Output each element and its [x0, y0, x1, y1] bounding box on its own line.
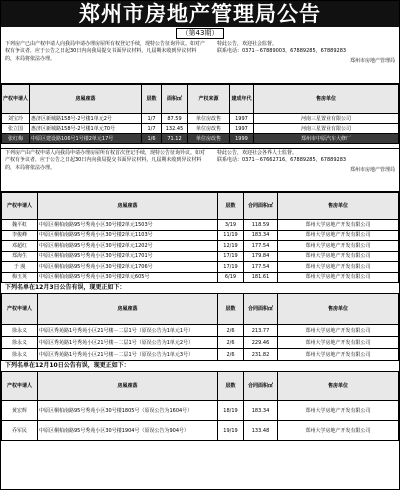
cell-source: 单位房改售 — [188, 124, 230, 134]
table-row — [2, 349, 399, 361]
header-location: 房屋座落 — [38, 294, 218, 325]
cell-seller: 郑州大学房地产开发有限公司 — [278, 325, 399, 337]
cell-floors: 1/6 — [142, 134, 162, 144]
correction-heading-1: 下列名单在12月3日公告有误，现更正如下： — [5, 284, 126, 291]
cell-area: 213.77 — [244, 325, 278, 337]
cell-applicant: 于 漫 — [2, 262, 38, 273]
issue-number — [1, 27, 399, 40]
cell-location: 中原区秀苑路1号秀苑小区21号楼－二层1号（原误公告为1单元3号） — [38, 349, 218, 361]
header-floors: 层数 — [218, 372, 244, 401]
cell-seller: 郑州大学房地产开发有限公司 — [278, 220, 399, 231]
header-source: 产权来源 — [188, 85, 230, 114]
table-row — [2, 401, 399, 421]
cell-location: 中原区桐柏南路95号秀苑小区30号楼1904号（原误公告为904号） — [38, 421, 218, 441]
table-row — [2, 272, 399, 283]
notice-line: 特此公告，欢迎社会各界人士监督。 — [217, 150, 298, 156]
cell-applicant: 刘宝玲 — [2, 114, 30, 124]
cell-seller: 河南三星置业有限公司 — [254, 114, 399, 124]
header-applicant: 产权申请人 — [2, 294, 38, 325]
header-seller: 售房单位 — [254, 85, 399, 114]
cell-floors: 2/6 — [218, 337, 244, 349]
cell-floors: 1/7 — [142, 114, 162, 124]
cell-location: 惠济区新城路158号-2号楼1单元2号 — [30, 114, 142, 124]
cell-applicant: 郑海生 — [2, 251, 38, 262]
table-row — [2, 421, 399, 441]
cell-applicant: 乔军民 — [2, 421, 38, 441]
cell-floors: 18/19 — [218, 401, 244, 421]
cell-seller: 郑州大学房地产开发有限公司 — [278, 401, 399, 421]
cell-source: 单位房改售 — [188, 134, 230, 144]
notice-block-1 — [1, 40, 399, 84]
contact-phone: 联系电话：0371－67889003，67889285，67889283 — [217, 48, 347, 55]
header-area: 合同面积㎡ — [244, 372, 278, 401]
cell-location: 中原区建设路106号1号楼2单元17号 — [30, 134, 142, 144]
table-row — [2, 325, 399, 337]
cell-floors: 2/6 — [218, 325, 244, 337]
cell-applicant: 张立国 — [2, 124, 30, 134]
cell-location: 中原区桐柏南路95号秀苑小区30号楼1805号（原误公告为1604号） — [38, 401, 218, 421]
cell-seller: 郑州大学房地产开发有限公司 — [278, 262, 399, 273]
contact-phone: 联系电话：0371－67662716，67889285，67889283 — [217, 157, 347, 164]
correction-heading-2: 下列名单在12月10日公告有误，现更正如下： — [5, 362, 130, 369]
notice-block-2 — [1, 148, 399, 192]
cell-location: 中原区桐柏南路95号秀苑小区30号楼2单元1202号 — [38, 241, 218, 252]
table-row — [2, 251, 399, 262]
cell-area: 183.34 — [244, 230, 278, 241]
cell-applicant: 徐永义 — [2, 325, 38, 337]
cell-area: 71.12 — [162, 134, 188, 144]
cell-location: 中原区秀苑路1号秀苑小区21号楼－二层1号（原误公告为1单元2号） — [38, 337, 218, 349]
cell-applicant: 徐永义 — [2, 349, 38, 361]
cell-seller: 郑州大学房地产开发有限公司 — [278, 241, 399, 252]
header-floors: 层数 — [142, 85, 162, 114]
cell-seller: 郑州大学房地产开发有限公司 — [278, 272, 399, 283]
header-location: 房屋座落 — [38, 193, 218, 220]
correction-table-2 — [1, 371, 399, 441]
table-row — [2, 134, 399, 144]
cell-area: 87.59 — [162, 114, 188, 124]
cell-seller: 郑州大学房地产开发有限公司 — [278, 421, 399, 441]
cell-floors: 11/19 — [218, 230, 244, 241]
cell-area: 183.34 — [244, 401, 278, 421]
header-seller: 售房单位 — [278, 372, 399, 401]
cell-location: 中原区桐柏南路95号秀苑小区30号楼2单元1503号 — [38, 220, 218, 231]
cell-seller: 河南三星置业有限公司 — [254, 124, 399, 134]
cell-location: 中原区秀苑路1号秀苑小区21号楼－二层1号（原误公告为1单元1号） — [38, 325, 218, 337]
table-header-row — [2, 294, 399, 325]
header-seller: 售房单位 — [278, 193, 399, 220]
header-area: 合同面积㎡ — [244, 193, 278, 220]
table-row — [2, 114, 399, 124]
cell-applicant: 张红梅 — [2, 134, 30, 144]
cell-floors: 1/7 — [142, 124, 162, 134]
table-row — [2, 262, 399, 273]
cell-applicant: 徐永义 — [2, 337, 38, 349]
header-year: 建成年代 — [230, 85, 254, 114]
cell-location: 中原区桐柏南路95号秀苑小区30号楼2单元1103号 — [38, 230, 218, 241]
cell-floors: 19/19 — [218, 421, 244, 441]
cell-area: 177.54 — [244, 241, 278, 252]
cell-floors: 6/19 — [218, 272, 244, 283]
header-location: 房屋座落 — [38, 372, 218, 401]
cell-seller: 郑州大学房地产开发有限公司 — [278, 230, 399, 241]
cell-area: 177.54 — [244, 262, 278, 273]
cell-seller: 郑州大学房地产开发有限公司 — [278, 349, 399, 361]
cell-source: 单位房改售 — [188, 114, 230, 124]
cell-area: 229.46 — [244, 337, 278, 349]
correction-table-1 — [1, 293, 399, 361]
table-row — [2, 337, 399, 349]
registration-table-1 — [1, 84, 399, 144]
header-applicant: 产权申请人 — [2, 85, 30, 114]
table-row — [2, 220, 399, 231]
signature: 郑州市房地产管理局 — [349, 166, 395, 173]
cell-location: 中原区桐柏南路95号秀苑小区30号楼2单元1701号 — [38, 251, 218, 262]
cell-seller: 郑州市中原汽车大修厂 — [254, 134, 399, 144]
cell-applicant: 黄宏辉 — [2, 401, 38, 421]
table-header-row — [2, 193, 399, 220]
signature: 郑州市房地产管理局 — [349, 57, 395, 64]
cell-seller: 郑州大学房地产开发有限公司 — [278, 251, 399, 262]
header-area: 面积㎡ — [162, 85, 188, 114]
cell-year: 1999 — [230, 134, 254, 144]
cell-applicant: 邓超红 — [2, 241, 38, 252]
cell-location: 中原区桐柏南路95号秀苑小区30号楼2单元1706号 — [38, 262, 218, 273]
header-seller: 售房单位 — [278, 294, 399, 325]
header-applicant: 产权申请人 — [2, 193, 38, 220]
notice-text: 下列房产已由产权申请人向我局申请办理房屋所有权登记手续，现特公告征询异议。如对产权有争议者，应于公告之日起30日内向我局提交书面异议材料，凡届期未收到异议材料的，本局将依法办理。 — [5, 41, 206, 62]
cell-floors: 2/6 — [218, 349, 244, 361]
table-row — [2, 241, 399, 252]
header-applicant: 产权申请人 — [2, 372, 38, 401]
cell-applicant: 魏平虹 — [2, 220, 38, 231]
page-title: 郑州市房地产管理局公告 — [1, 1, 399, 27]
header-floors: 层数 — [218, 193, 244, 220]
cell-floors: 12/19 — [218, 241, 244, 252]
cell-floors: 3/19 — [218, 220, 244, 231]
registration-table-2 — [1, 192, 399, 283]
header-floors: 层数 — [218, 294, 244, 325]
cell-applicant: 李俊峰 — [2, 230, 38, 241]
cell-seller: 郑州大学房地产开发有限公司 — [278, 337, 399, 349]
cell-area: 179.84 — [244, 251, 278, 262]
cell-area: 118.59 — [244, 220, 278, 231]
cell-location: 中原区桐柏南路95号秀苑小区30号楼2单元605号 — [38, 272, 218, 283]
table-row — [2, 230, 399, 241]
issue-label: （第43期） — [176, 28, 225, 39]
notice-text: 下列房产由产权申请人向我局申请办理房屋所有权首次登记手续，现特公告征询异议。如对产权有争议者，应于公告之日起30日内向我局提交书面异议材料，凡届期未收到异议材料的，本局将依法办理。 — [5, 150, 206, 171]
cell-year: 1997 — [230, 124, 254, 134]
table-header-row — [2, 372, 399, 401]
table-row — [2, 124, 399, 134]
cell-location: 惠济区新城路158号-2号楼1单元70号 — [30, 124, 142, 134]
table-header-row — [2, 85, 399, 114]
cell-floors: 17/19 — [218, 251, 244, 262]
cell-area: 132.45 — [162, 124, 188, 134]
cell-year: 1997 — [230, 114, 254, 124]
cell-area: 133.48 — [244, 421, 278, 441]
cell-floors: 17/19 — [218, 262, 244, 273]
cell-area: 181.61 — [244, 272, 278, 283]
header-location: 房屋座落 — [30, 85, 142, 114]
notice-line: 特此公告，欢迎社会监督。 — [217, 41, 278, 47]
cell-applicant: 梅玉英 — [2, 272, 38, 283]
header-area: 合同面积㎡ — [244, 294, 278, 325]
cell-area: 231.82 — [244, 349, 278, 361]
